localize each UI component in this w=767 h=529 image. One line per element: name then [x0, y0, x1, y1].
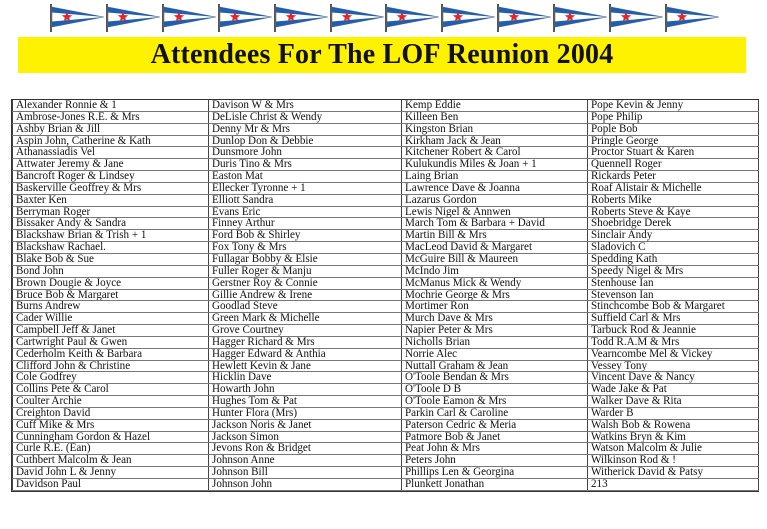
table-row	[13, 372, 759, 384]
attendee-cell: Watson Malcolm & Julie	[588, 443, 759, 455]
attendee-cell: Norrie Alec	[402, 348, 588, 360]
attendees-table-body	[13, 100, 759, 490]
attendee-cell: Speedy Nigel & Mrs	[588, 265, 759, 277]
table-row	[13, 147, 759, 159]
table-row	[13, 336, 759, 348]
attendee-cell: Mortimer Ron	[402, 301, 588, 313]
attendee-cell: Blake Bob & Sue	[13, 253, 209, 265]
attendee-cell: Evans Eric	[209, 206, 402, 218]
attendee-cell: Vearncombe Mel & Vickey	[588, 348, 759, 360]
attendee-cell: Witherick David & Patsy	[588, 467, 759, 479]
attendee-cell: Bond John	[13, 265, 209, 277]
attendee-cell: MacLeod David & Margaret	[402, 242, 588, 254]
attendee-cell: O'Toole Eamon & Mrs	[402, 396, 588, 408]
attendees-table-wrapper	[11, 99, 759, 492]
attendee-cell: Johnson Anne	[209, 455, 402, 467]
attendee-cell: Kulukundis Miles & Joan + 1	[402, 159, 588, 171]
pennant-flag-icon	[497, 4, 552, 32]
attendee-cell: Cunningham Gordon & Hazel	[13, 431, 209, 443]
attendee-cell: Phillips Len & Georgina	[402, 467, 588, 479]
attendee-cell: Collins Pete & Carol	[13, 384, 209, 396]
attendee-cell: Brown Dougie & Joyce	[13, 277, 209, 289]
attendee-cell: David John L & Jenny	[13, 467, 209, 479]
table-row	[13, 455, 759, 467]
attendee-cell: Roberts Mike	[588, 194, 759, 206]
table-row	[13, 289, 759, 301]
attendee-cell: Plunkett Jonathan	[402, 479, 588, 491]
attendee-cell: Hagger Richard & Mrs	[209, 336, 402, 348]
attendee-cell: Dunsmore John	[209, 147, 402, 159]
attendee-cell: Stinchcombe Bob & Margaret	[588, 301, 759, 313]
attendee-cell: Jackson Noris & Janet	[209, 419, 402, 431]
attendee-cell: O'Toole Bendan & Mrs	[402, 372, 588, 384]
table-row	[13, 171, 759, 183]
attendee-cell: O'Toole D B	[402, 384, 588, 396]
attendee-cell: Warder B	[588, 407, 759, 419]
attendee-cell: Alexander Ronnie & 1	[13, 100, 209, 111]
attendee-cell: Baxter Ken	[13, 194, 209, 206]
table-row	[13, 123, 759, 135]
attendee-cell: Paterson Cedric & Meria	[402, 419, 588, 431]
attendee-cell: Hagger Edward & Anthia	[209, 348, 402, 360]
attendee-cell: Baskerville Geoffrey & Mrs	[13, 182, 209, 194]
attendee-cell: Davidson Paul	[13, 479, 209, 491]
table-row	[13, 206, 759, 218]
attendee-cell: Shoebridge Derek	[588, 218, 759, 230]
table-row	[13, 419, 759, 431]
attendee-cell: Hunter Flora (Mrs)	[209, 407, 402, 419]
attendee-cell: Jackson Simon	[209, 431, 402, 443]
attendee-cell: Walsh Bob & Rowena	[588, 419, 759, 431]
attendee-cell: Roberts Steve & Kaye	[588, 206, 759, 218]
attendee-cell: Nicholls Brian	[402, 336, 588, 348]
table-row	[13, 242, 759, 254]
attendee-cell: Roaf Alistair & Michelle	[588, 182, 759, 194]
pennant-flag-icon	[665, 4, 720, 32]
table-row	[13, 159, 759, 171]
attendee-cell: Martin Bill & Mrs	[402, 230, 588, 242]
table-row	[13, 194, 759, 206]
pennant-flag-icon	[218, 4, 273, 32]
pennant-flag-icon	[330, 4, 385, 32]
table-row	[13, 301, 759, 313]
attendee-cell: McManus Mick & Wendy	[402, 277, 588, 289]
attendee-cell: Jevons Ron & Bridget	[209, 443, 402, 455]
attendee-cell: Davison W & Mrs	[209, 100, 402, 111]
attendee-cell: Spedding Kath	[588, 253, 759, 265]
table-row	[13, 479, 759, 491]
attendee-cell: Cole Godfrey	[13, 372, 209, 384]
pennant-flag-icon	[50, 4, 105, 32]
attendee-cell: Lewis Nigel & Annwen	[402, 206, 588, 218]
attendee-cell: Mochrie George & Mrs	[402, 289, 588, 301]
attendee-cell: Johnson Bill	[209, 467, 402, 479]
attendee-cell: Rickards Peter	[588, 171, 759, 183]
attendee-cell: Elliott Sandra	[209, 194, 402, 206]
attendee-cell: Ambrose-Jones R.E. & Mrs	[13, 111, 209, 123]
attendee-cell: McGuire Bill & Maureen	[402, 253, 588, 265]
attendee-cell: Vincent Dave & Nancy	[588, 372, 759, 384]
title-banner	[18, 37, 746, 73]
attendee-cell: Parkin Carl & Caroline	[402, 407, 588, 419]
attendee-cell: Curle R.E. (Ean)	[13, 443, 209, 455]
attendee-cell: Creighton David	[13, 407, 209, 419]
table-row	[13, 467, 759, 479]
table-row	[13, 230, 759, 242]
table-row	[13, 182, 759, 194]
attendee-cell: Pope Philip	[588, 111, 759, 123]
attendee-cell: Nuttall Graham & Jean	[402, 360, 588, 372]
attendee-cell: Kingston Brian	[402, 123, 588, 135]
table-row	[13, 407, 759, 419]
attendee-cell: March Tom & Barbara + David	[402, 218, 588, 230]
attendee-cell: Stenhouse Ian	[588, 277, 759, 289]
attendee-cell: Athanassiadis Vel	[13, 147, 209, 159]
attendee-cell: Blackshaw Brian & Trish + 1	[13, 230, 209, 242]
attendee-cell: Tarbuck Rod & Jeannie	[588, 325, 759, 337]
attendee-cell: Peters John	[402, 455, 588, 467]
attendee-cell: Quennell Roger	[588, 159, 759, 171]
attendee-cell: Cader Willie	[13, 313, 209, 325]
attendee-cell: Gerstner Roy & Connie	[209, 277, 402, 289]
attendee-cell: Laing Brian	[402, 171, 588, 183]
table-row	[13, 277, 759, 289]
attendee-cell: Murch Dave & Mrs	[402, 313, 588, 325]
attendee-cell: Grove Courtney	[209, 325, 402, 337]
attendee-cell: Kirkham Jack & Jean	[402, 135, 588, 147]
attendee-cell: Fuller Roger & Manju	[209, 265, 402, 277]
attendee-cell: DeLisle Christ & Wendy	[209, 111, 402, 123]
attendee-cell: Patmore Bob & Janet	[402, 431, 588, 443]
pennant-flag-icon	[274, 4, 329, 32]
table-row	[13, 135, 759, 147]
attendee-cell: Easton Mat	[209, 171, 402, 183]
table-row	[13, 313, 759, 325]
attendee-cell: Peat John & Mrs	[402, 443, 588, 455]
pennant-row	[50, 4, 720, 34]
attendee-cell: Bancroft Roger & Lindsey	[13, 171, 209, 183]
attendee-cell: Hughes Tom & Pat	[209, 396, 402, 408]
attendee-cell: Coulter Archie	[13, 396, 209, 408]
attendee-cell: Stevenson Ian	[588, 289, 759, 301]
pennant-flag-icon	[553, 4, 608, 32]
attendee-cell: Bruce Bob & Margaret	[13, 289, 209, 301]
attendee-cell: Attwater Jeremy & Jane	[13, 159, 209, 171]
pennant-flag-icon	[609, 4, 664, 32]
attendee-cell: Napier Peter & Mrs	[402, 325, 588, 337]
table-row	[13, 360, 759, 372]
attendee-cell: Lazarus Gordon	[402, 194, 588, 206]
attendee-cell: Watkins Bryn & Kim	[588, 431, 759, 443]
attendee-cell: Duris Tino & Mrs	[209, 159, 402, 171]
table-row	[13, 253, 759, 265]
attendee-cell: Fullagar Bobby & Elsie	[209, 253, 402, 265]
pennant-flag-icon	[106, 4, 161, 32]
table-row	[13, 111, 759, 123]
attendee-cell: Ashby Brian & Jill	[13, 123, 209, 135]
attendees-table	[12, 100, 759, 491]
attendee-cell: Goodlad Steve	[209, 301, 402, 313]
table-row	[13, 100, 759, 111]
table-row	[13, 396, 759, 408]
attendee-cell: Todd R.A.M & Mrs	[588, 336, 759, 348]
attendee-cell: 213	[588, 479, 759, 491]
attendee-cell: Vessey Tony	[588, 360, 759, 372]
attendee-cell: Lawrence Dave & Joanna	[402, 182, 588, 194]
pennant-flag-icon	[441, 4, 496, 32]
attendee-cell: Kemp Eddie	[402, 100, 588, 111]
attendee-cell: Pringle George	[588, 135, 759, 147]
attendee-cell: Suffield Carl & Mrs	[588, 313, 759, 325]
attendee-cell: Pope Kevin & Jenny	[588, 100, 759, 111]
attendee-cell: Blackshaw Rachael.	[13, 242, 209, 254]
attendee-cell: Pople Bob	[588, 123, 759, 135]
attendee-cell: Cuff Mike & Mrs	[13, 419, 209, 431]
attendee-cell: Clifford John & Christine	[13, 360, 209, 372]
table-row	[13, 443, 759, 455]
attendee-cell: Campbell Jeff & Janet	[13, 325, 209, 337]
attendee-cell: Burns Andrew	[13, 301, 209, 313]
attendee-cell: Berryman Roger	[13, 206, 209, 218]
pennant-flag-icon	[162, 4, 217, 32]
attendee-cell: Ford Bob & Shirley	[209, 230, 402, 242]
attendee-cell: Gillie Andrew & Irene	[209, 289, 402, 301]
attendee-cell: Green Mark & Michelle	[209, 313, 402, 325]
attendee-cell: Kitchener Robert & Carol	[402, 147, 588, 159]
attendee-cell: Fox Tony & Mrs	[209, 242, 402, 254]
table-row	[13, 265, 759, 277]
table-row	[13, 384, 759, 396]
attendee-cell: Cartwright Paul & Gwen	[13, 336, 209, 348]
attendee-cell: Sladovich C	[588, 242, 759, 254]
attendee-cell: Denny Mr & Mrs	[209, 123, 402, 135]
attendee-cell: Aspin John, Catherine & Kath	[13, 135, 209, 147]
table-row	[13, 325, 759, 337]
attendee-cell: Proctor Stuart & Karen	[588, 147, 759, 159]
attendee-cell: Hewlett Kevin & Jane	[209, 360, 402, 372]
attendee-cell: Killeen Ben	[402, 111, 588, 123]
table-row	[13, 431, 759, 443]
table-row	[13, 218, 759, 230]
attendee-cell: Wilkinson Rod & !	[588, 455, 759, 467]
attendee-cell: Walker Dave & Rita	[588, 396, 759, 408]
attendee-cell: McIndo Jim	[402, 265, 588, 277]
attendee-cell: Cuthbert Malcolm & Jean	[13, 455, 209, 467]
attendee-cell: Ellecker Tyronne + 1	[209, 182, 402, 194]
attendee-cell: Sinclair Andy	[588, 230, 759, 242]
attendee-cell: Wade Jake & Pat	[588, 384, 759, 396]
table-row	[13, 348, 759, 360]
page-title: Attendees For The LOF Reunion 2004	[150, 39, 614, 70]
attendee-cell: Howarth John	[209, 384, 402, 396]
attendee-cell: Dunlop Don & Debbie	[209, 135, 402, 147]
attendee-cell: Johnson John	[209, 479, 402, 491]
attendee-cell: Finney Arthur	[209, 218, 402, 230]
pennant-flag-icon	[385, 4, 440, 32]
attendee-cell: Cederholm Keith & Barbara	[13, 348, 209, 360]
attendee-cell: Bissaker Andy & Sandra	[13, 218, 209, 230]
attendee-cell: Hicklin Dave	[209, 372, 402, 384]
